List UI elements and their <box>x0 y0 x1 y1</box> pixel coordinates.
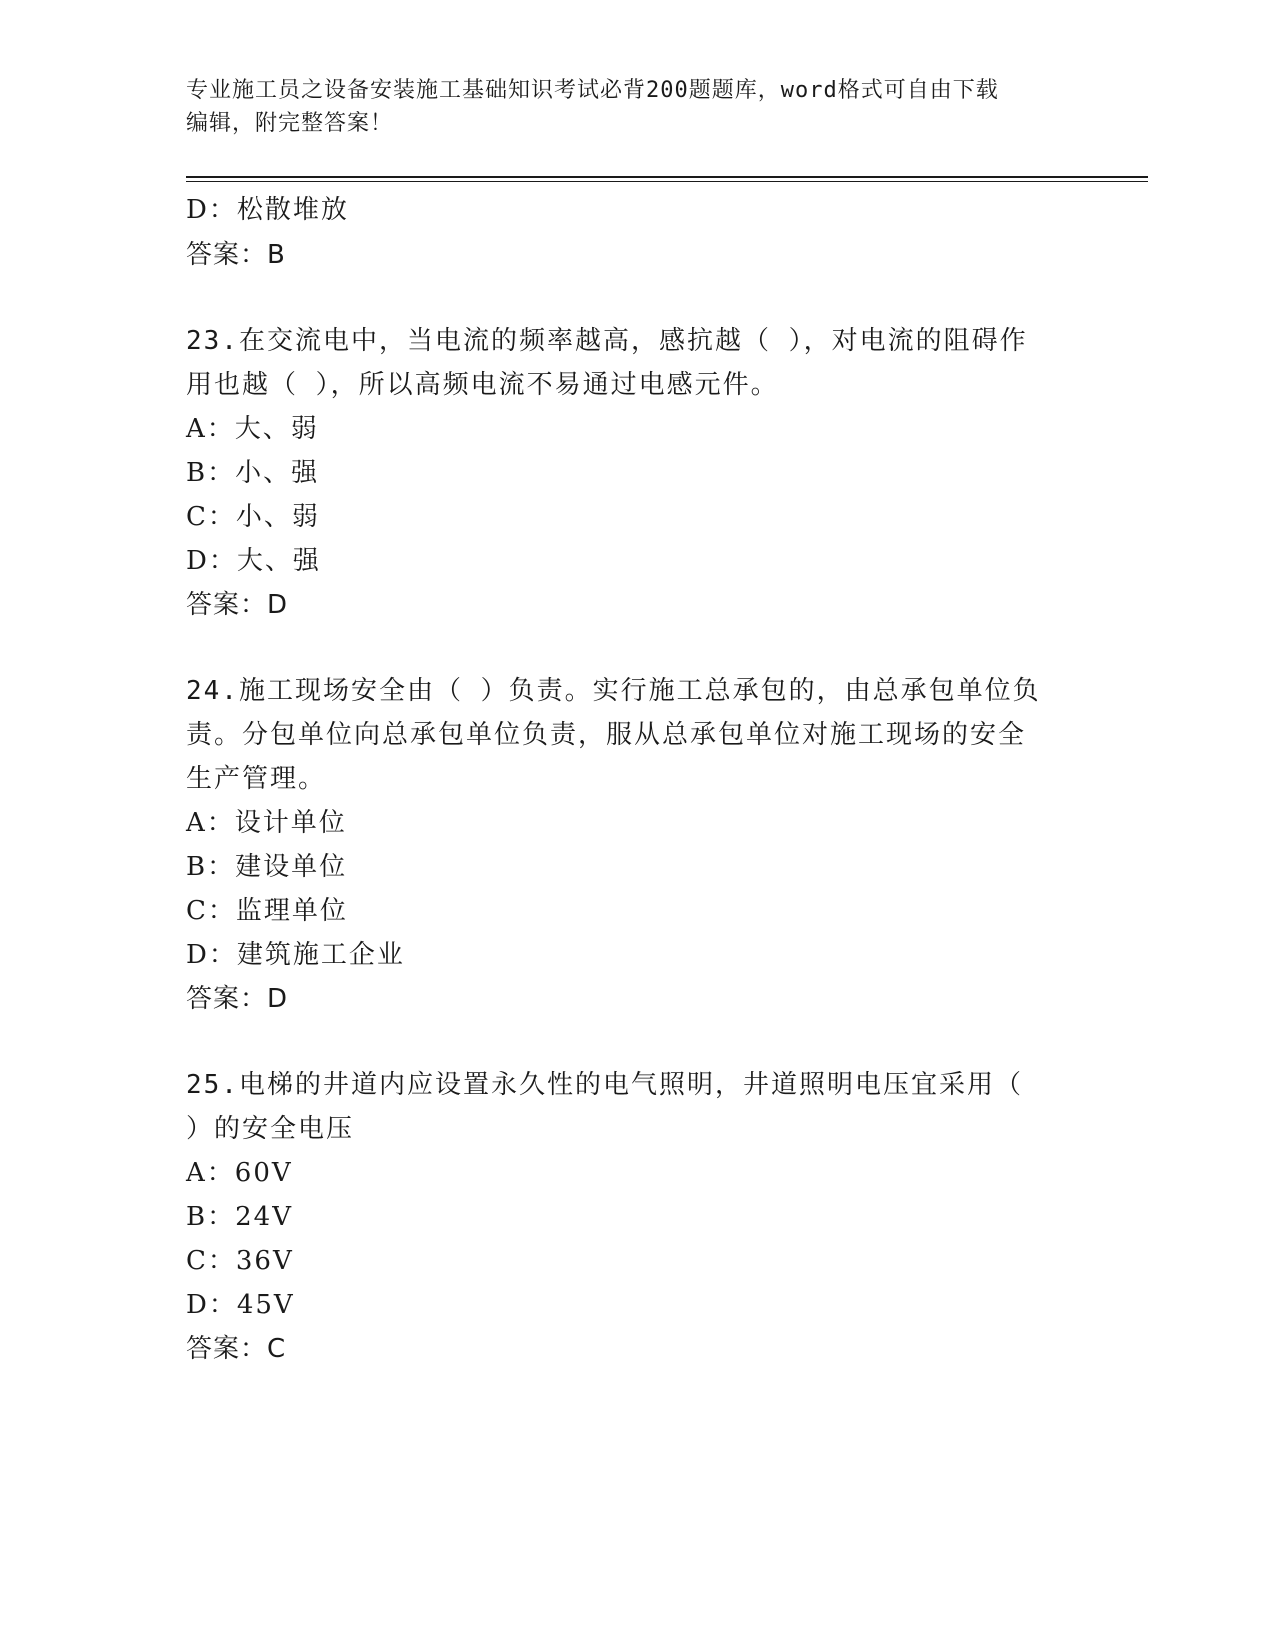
q24-option-a: A：设计单位 <box>186 808 347 838</box>
q24-text-line-2: 责。分包单位向总承包单位负责，服从总承包单位对施工现场的安全 <box>186 720 1027 750</box>
header-divider-thick <box>186 176 1148 178</box>
q23-option-c: C：小、弱 <box>186 502 320 532</box>
q23-option-d: D：大、强 <box>186 546 321 576</box>
header-divider-thin <box>186 181 1148 182</box>
header-line-2: 编辑，附完整答案！ <box>186 111 394 136</box>
q24-option-d: D：建筑施工企业 <box>186 940 405 970</box>
q25-text-line-1: 25.电梯的井道内应设置永久性的电气照明，井道照明电压宜采用（ <box>186 1070 1023 1100</box>
prev-option-d: D：松散堆放 <box>186 195 349 225</box>
q24-answer: 答案：D <box>186 984 289 1014</box>
q25-answer: 答案：C <box>186 1334 287 1364</box>
q25-text-line-2: ）的安全电压 <box>186 1114 355 1144</box>
q23-option-b: B：小、强 <box>186 458 320 488</box>
q23-answer: 答案：D <box>186 590 289 620</box>
q23-text-line-2: 用也越（ ），所以高频电流不易通过电感元件。 <box>186 370 779 400</box>
q24-option-c: C：监理单位 <box>186 896 348 926</box>
q25-option-c: C：36V <box>186 1246 294 1276</box>
q25-option-b: B：24V <box>186 1202 293 1232</box>
q24-option-b: B：建设单位 <box>186 852 348 882</box>
q25-option-a: A：60V <box>186 1158 293 1188</box>
q23-option-a: A：大、弱 <box>186 414 319 444</box>
q23-text-line-1: 23.在交流电中，当电流的频率越高，感抗越（ ），对电流的阻碍作 <box>186 326 1028 356</box>
q25-option-d: D：45V <box>186 1290 295 1320</box>
header-line-1: 专业施工员之设备安装施工基础知识考试必背200题题库，word格式可自由下载 <box>186 78 999 103</box>
prev-answer: 答案：B <box>186 240 286 270</box>
document-header <box>186 74 1066 140</box>
q24-text-line-1: 24.施工现场安全由（ ）负责。实行施工总承包的，由总承包单位负 <box>186 676 1041 706</box>
q24-text-line-3: 生产管理。 <box>186 764 327 794</box>
